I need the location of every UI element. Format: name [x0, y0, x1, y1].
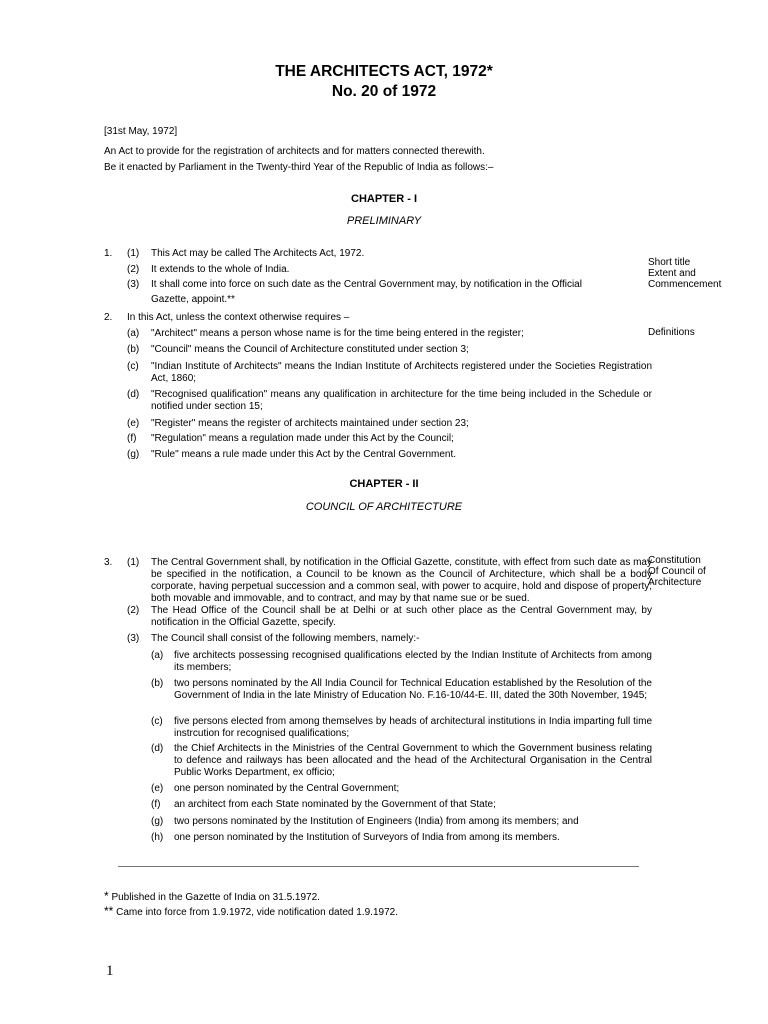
footnote-2 — [104, 905, 398, 919]
clause-text: The Council shall consist of the following members, namely:- — [151, 633, 420, 644]
member-text: the Chief Architects in the Ministries of the Central Government to which the Government business relating to defence and railways has been allocated and the head of the Architectural Organisation in the Central Public Works Department, ex officio; — [174, 743, 652, 778]
definition-letter: (e) — [127, 418, 140, 429]
definition-text: "Indian Institute of Architects" means the Indian Institute of Architects registered under the Societies Registration Act, 1860; — [151, 361, 652, 384]
definition-text: "Recognised qualification" means any qualification in architecture for the time being included in the Schedule or notified under section 15; — [151, 389, 652, 412]
long-title: An Act to provide for the registration of architects and for matters connected therewith. — [104, 146, 485, 157]
clause-number: (1) — [127, 248, 140, 259]
margin-note: Of Council of — [648, 566, 706, 577]
member-text: one person nominated by the Central Government; — [174, 783, 400, 794]
member-text: five architects possessing recognised qualifications elected by the Indian Institute of Architects from among its members; — [174, 650, 652, 673]
definition-letter: (a) — [127, 328, 140, 339]
act-title: THE ARCHITECTS ACT, 1972* — [275, 63, 493, 80]
definition-text: "Architect" means a person whose name is for the time being entered in the register; — [151, 328, 524, 339]
chapter-1-heading: CHAPTER - I — [351, 193, 417, 205]
clause-number: (3) — [127, 633, 140, 644]
margin-note: Commencement — [648, 279, 722, 290]
enacting-formula: Be it enacted by Parliament in the Twenty-third Year of the Republic of India as follows:– — [104, 162, 494, 173]
clause-text: It extends to the whole of India. — [151, 264, 290, 275]
footnote-marker: * — [104, 889, 109, 903]
clause-text-continued: Gazette, appoint.** — [151, 294, 235, 305]
footnote-text: Came into force from 1.9.1972, vide notification dated 1.9.1972. — [116, 907, 398, 918]
section-number: 3. — [104, 557, 113, 568]
member-text: one person nominated by the Institution of Surveyors of India from among its members. — [174, 832, 560, 843]
clause-text: The Central Government shall, by notification in the Official Gazette, constitute, with effect from such date as may be specified in the notification, a Council to be known as the Council of Architecture, which shall be a body corporate, having perpetual succession and a common seal, with power to acquire, hold and dispose of property; both movable and immovable, and to contract, and may by that name sue or be sued. — [151, 557, 652, 604]
definition-letter: (d) — [127, 389, 140, 400]
definition-letter: (g) — [127, 449, 140, 460]
page-number: 1 — [106, 963, 114, 979]
member-text: an architect from each State nominated by the Government of that State; — [174, 799, 496, 810]
enactment-date: [31st May, 1972] — [104, 126, 178, 137]
member-letter: (c) — [151, 716, 163, 727]
definition-text: "Rule" means a rule made under this Act by the Central Government. — [151, 449, 457, 460]
footnote-1 — [104, 890, 320, 904]
definition-letter: (c) — [127, 361, 139, 372]
clause-text: The Head Office of the Council shall be at Delhi or at such other place as the Central Government may, by notification in the Official Gazette, specify. — [151, 605, 652, 628]
clause-number: (1) — [127, 557, 140, 568]
member-text: two persons nominated by the All India Council for Technical Education established by the Resolution of the Government of India in the late Ministry of Education No. F.16-10/44-E. III, dated the 30th November, 1945; — [174, 678, 652, 701]
member-letter: (e) — [151, 783, 164, 794]
clause-text: It shall come into force on such date as the Central Government may, by notification in the Official — [151, 279, 582, 290]
section-number: 2. — [104, 312, 113, 323]
member-letter: (a) — [151, 650, 164, 661]
margin-note: Architecture — [648, 577, 702, 588]
definition-text: "Register" means the register of architects maintained under section 23; — [151, 418, 469, 429]
clause-text: This Act may be called The Architects Act, 1972. — [151, 248, 365, 259]
clause-number: (2) — [127, 264, 140, 275]
definition-letter: (f) — [127, 433, 137, 444]
member-text: five persons elected from among themselves by heads of architectural institutions in India imparting full time instrcution for recognised qualifications; — [174, 716, 652, 739]
chapter-2-subheading: COUNCIL OF ARCHITECTURE — [305, 501, 463, 513]
footnote-text: Published in the Gazette of India on 31.5.1972. — [111, 892, 320, 903]
act-number: No. 20 of 1972 — [331, 83, 437, 100]
member-letter: (d) — [151, 743, 164, 754]
member-letter: (f) — [151, 799, 161, 810]
definition-text: "Regulation" means a regulation made under this Act by the Council; — [151, 433, 454, 444]
definition-letter: (b) — [127, 344, 140, 355]
section-intro: In this Act, unless the context otherwise requires – — [127, 312, 350, 323]
member-text: two persons nominated by the Institution of Engineers (India) from among its members; and — [174, 816, 579, 827]
chapter-2-heading: CHAPTER - II — [349, 478, 419, 490]
section-number: 1. — [104, 248, 113, 259]
clause-number: (3) — [127, 279, 140, 290]
member-letter: (h) — [151, 832, 164, 843]
clause-number: (2) — [127, 605, 140, 616]
margin-note: Short title — [648, 257, 691, 268]
margin-note: Extent and — [648, 268, 696, 279]
margin-note: Definitions — [648, 327, 695, 338]
chapter-1-subheading: PRELIMINARY — [346, 215, 422, 227]
footnote-separator — [118, 866, 639, 867]
member-letter: (b) — [151, 678, 164, 689]
margin-note: Constitution — [648, 555, 701, 566]
member-letter: (g) — [151, 816, 164, 827]
footnote-marker: ** — [104, 904, 114, 918]
definition-text: "Council" means the Council of Architecture constituted under section 3; — [151, 344, 469, 355]
